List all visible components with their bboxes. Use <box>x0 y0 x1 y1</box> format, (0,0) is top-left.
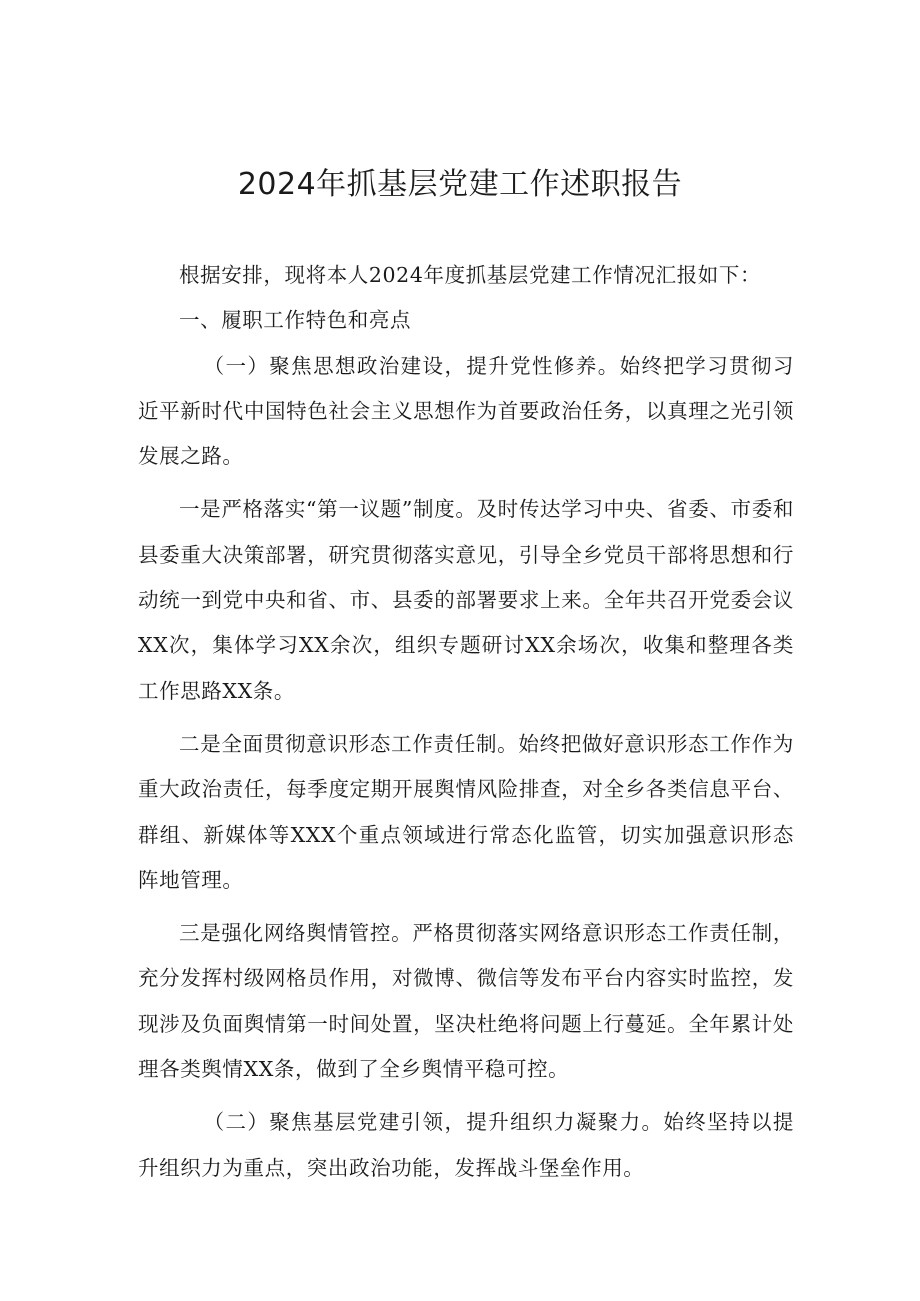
document-title: 2024年抓基层党建工作述职报告 <box>237 167 683 202</box>
intro-paragraph: 根据安排，现将本人2024年度抓基层党建工作情况汇报如下： <box>179 263 762 287</box>
subsection-2-paragraph: （二）聚焦基层党建引领，提升组织力凝聚力。始终坚持以提升组织力为重点，突出政治功能，发挥战斗堡垒作用。 <box>138 1110 794 1180</box>
document-body <box>138 253 794 1191</box>
point-1-paragraph: 一是严格落实“第一议题”制度。及时传达学习中央、省委、市委和县委重大决策部署，研究贯彻落实意见，引导全乡党员干部将思想和行动统一到党中央和省、市、县委的部署要求上来。全年共召开党委会议XX次，集体学习XX余次，组织专题研讨XX余场次，收集和整理各类工作思路XX条。 <box>138 497 794 703</box>
subsection-1-paragraph: （一）聚焦思想政治建设，提升党性修养。始终把学习贯彻习近平新时代中国特色社会主义思想作为首要政治任务，以真理之光引领发展之路。 <box>138 353 794 469</box>
point-3-paragraph: 三是强化网络舆情管控。严格贯彻落实网络意识形态工作责任制，充分发挥村级网格员作用，对微博、微信等发布平台内容实时监控，发现涉及负面舆情第一时间处置，坚决杜绝将问题上行蔓延。全年累计处理各类舆情XX条，做到了全乡舆情平稳可控。 <box>138 921 794 1082</box>
section-heading-1: 一、履职工作特色和亮点 <box>179 308 412 333</box>
point-2-paragraph: 二是全面贯彻意识形态工作责任制。始终把做好意识形态工作作为重大政治责任，每季度定期开展舆情风险排查，对全乡各类信息平台、群组、新媒体等XXX个重点领域进行常态化监管，切实加强意识形态阵地管理。 <box>138 731 794 892</box>
